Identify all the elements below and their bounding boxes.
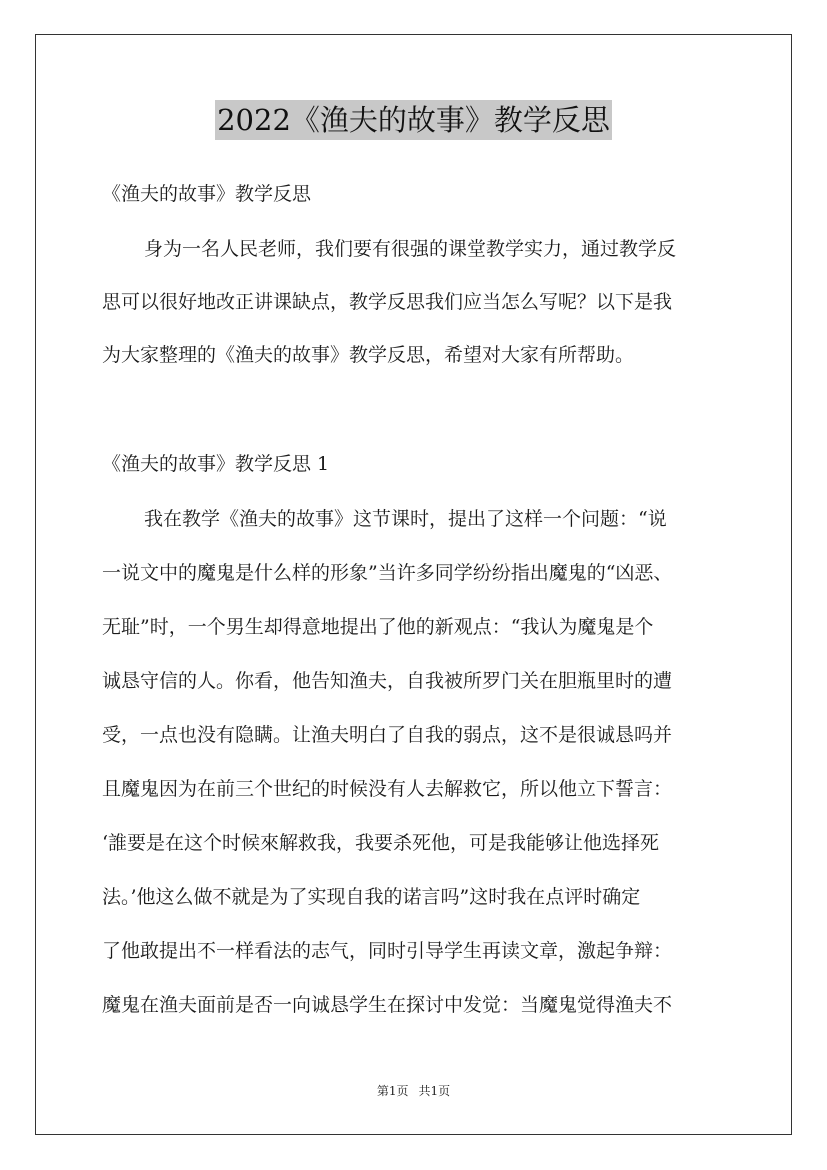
paragraph-line: 且魔鬼因为在前三个世纪的时候没有人去解救它，所以他立下誓言：	[102, 778, 673, 800]
paragraph-line: 法。’他这么做不就是为了实现自我的诺言吗”这时我在点评时确定	[102, 886, 641, 908]
page-footer	[0, 1083, 827, 1099]
paragraph-line: 诚恳守信的人。你看，他告知渔夫，自我被所罗门关在胆瓶里时的遭	[102, 670, 673, 692]
paragraph-line: ‘誰要是在这个时候來解救我，我要杀死他，可是我能够让他选择死	[102, 832, 660, 854]
section-heading: 《渔夫的故事》教学反思 1	[102, 453, 330, 475]
title-container	[0, 100, 827, 140]
paragraph-line: 为大家整理的《渔夫的故事》教学反思，希望对大家有所帮助。	[102, 344, 635, 366]
paragraph-line: 魔鬼在渔夫面前是否一向诚恳学生在探讨中发觉：当魔鬼觉得渔夫不	[102, 994, 673, 1016]
total-pages: 共1页	[418, 1084, 451, 1098]
paragraph-line: 身为一名人民老师，我们要有很强的课堂教学实力，通过教学反	[144, 238, 677, 260]
subtitle: 《渔夫的故事》教学反思	[102, 183, 312, 205]
paragraph-line: 我在教学《渔夫的故事》这节课时，提出了这样一个问题：“说	[144, 508, 667, 530]
document-title: 2022《渔夫的故事》教学反思	[215, 100, 612, 140]
paragraph-line: 了他敢提出不一样看法的志气，同时引导学生再读文章，激起争辩：	[102, 940, 673, 962]
paragraph-line: 无耻”时，一个男生却得意地提出了他的新观点：“我认为魔鬼是个	[102, 616, 654, 638]
paragraph-line: 思可以很好地改正讲课缺点，教学反思我们应当怎么写呢？以下是我	[102, 291, 673, 313]
paragraph-line: 受，一点也没有隐瞒。让渔夫明白了自我的弱点，这不是很诚恳吗并	[102, 724, 673, 746]
paragraph-line: 一说文中的魔鬼是什么样的形象”当许多同学纷纷指出魔鬼的“凶恶、	[102, 562, 673, 584]
page-number: 第1页	[376, 1084, 409, 1098]
